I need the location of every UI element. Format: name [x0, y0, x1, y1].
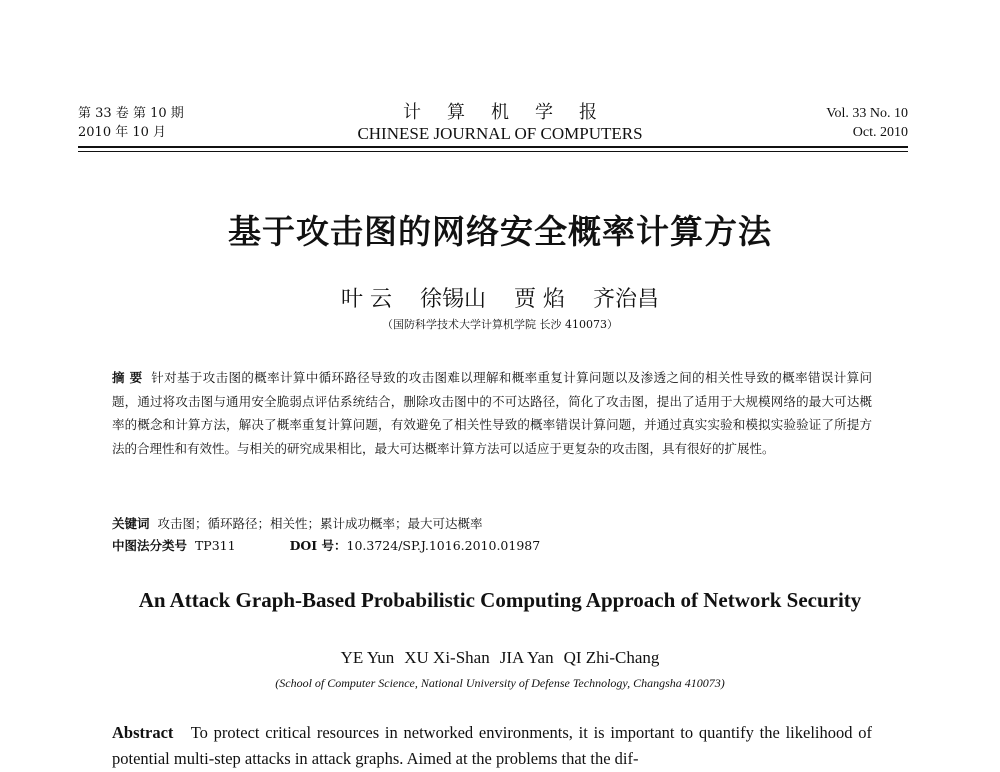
abstract-cn-text: 针对基于攻击图的概率计算中循环路径导致的攻击图难以理解和概率重复计算问题以及渗透之间的相关性导致的概率错误计算问题，通过将攻击图与通用安全脆弱点评估系统结合，删除攻击图中的不可达路径，简化了攻击图，提出了适用于大规模网络的最大可达概率的概念和计算方法，解决了概率重复计算问题，有效避免了相关性导致的概率错误计算问题，并通过真实实验和模拟实验验证了所提方法的合理性和有效性。与相关的研究成果相比，最大可达概率计算方法可以适应于更复杂的攻击图，具有很好的扩展性。: [112, 370, 872, 456]
abstract-cn-label: 摘 要: [112, 370, 143, 385]
header-rule-thin: [78, 151, 908, 152]
author-en: YE Yun: [340, 648, 395, 667]
header-volume-en-block: [826, 104, 908, 142]
authors-en: [0, 648, 1000, 668]
keywords-text: 攻击图；循环路径；相关性；累计成功概率；最大可达概率: [157, 516, 483, 531]
author-en: QI Zhi-Chang: [563, 648, 660, 667]
author-cn: 叶 云: [340, 287, 392, 312]
affiliation-cn: （国防科学技术大学计算机学院 长沙 410073）: [382, 318, 618, 331]
volume-cn: 第 33 卷 第 10 期: [78, 106, 184, 121]
abstract-en-label: Abstract: [112, 723, 174, 742]
classification-line: [112, 536, 540, 556]
affiliation-en: (School of Computer Science, National University of Defense Technology, Changsha 410073): [275, 676, 725, 690]
paper-title-en: An Attack Graph-Based Probabilistic Computing Approach of Network Security: [138, 588, 862, 612]
keywords-cn: [112, 514, 482, 534]
date-en: Oct. 2010: [852, 125, 908, 140]
paper-title-cn: 基于攻击图的网络安全概率计算方法: [228, 212, 772, 251]
doi-value: 10.3724/SP.J.1016.2010.01987: [346, 538, 541, 553]
author-cn: 徐锡山: [419, 287, 486, 312]
abstract-en-text: To protect critical resources in networked environments, it is important to quantify the likelihood of potential multi-step attacks in attack graphs. Aimed at the problems that the dif-: [112, 723, 872, 768]
doi-label: DOI 号：: [289, 538, 347, 553]
author-en: JIA Yan: [499, 648, 554, 667]
author-en: XU Xi-Shan: [404, 648, 490, 667]
author-cn: 齐治昌: [593, 287, 660, 312]
author-cn: 贾 焰: [514, 287, 565, 312]
date-cn: 2010 年 10 月: [78, 125, 167, 140]
clc-code: TP311: [194, 538, 236, 553]
volume-en: Vol. 33 No. 10: [826, 106, 908, 121]
header-rule-thick: [78, 146, 908, 148]
journal-name-cn: 计算机学报: [403, 102, 623, 123]
authors-cn: [0, 282, 1000, 313]
abstract-cn: [112, 366, 872, 460]
abstract-en: [112, 720, 872, 772]
keywords-label: 关键词: [112, 516, 150, 531]
clc-label: 中图法分类号: [112, 538, 188, 553]
journal-name-en: CHINESE JOURNAL OF COMPUTERS: [357, 124, 643, 143]
